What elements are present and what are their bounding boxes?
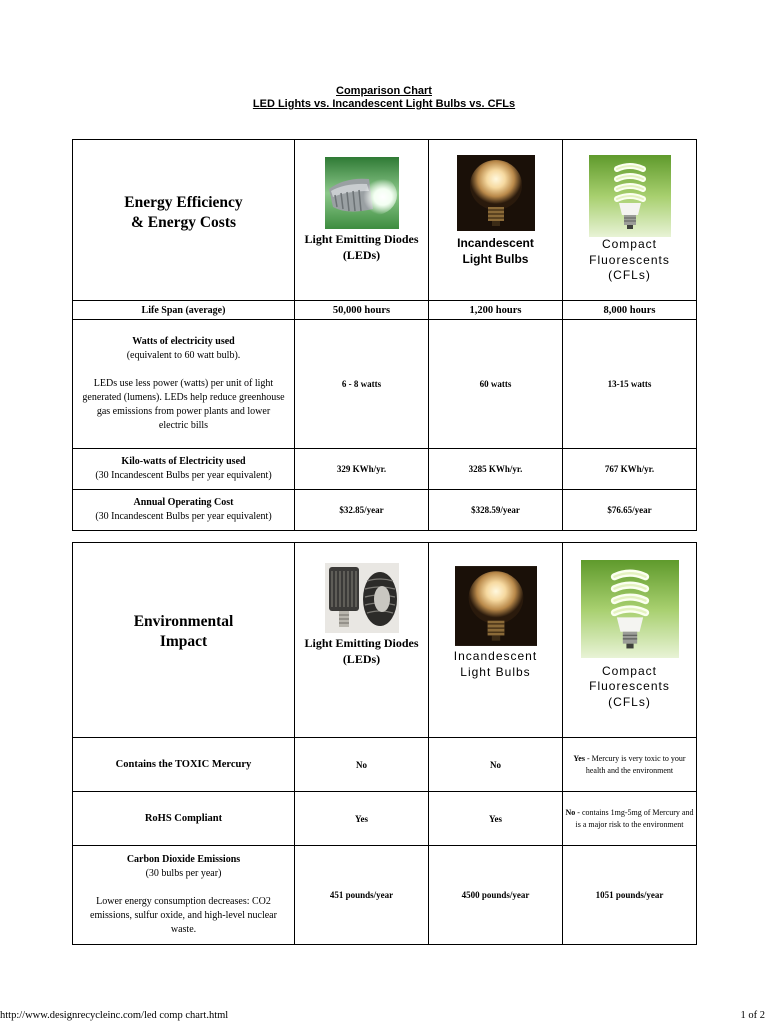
- env-incandescent-product-name: [454, 649, 537, 680]
- cost-row: [73, 490, 697, 531]
- environmental-impact-table: [72, 542, 697, 945]
- env-incandescent-name-line1: Incandescent: [453, 649, 538, 663]
- watts-incandescent: 60 watts: [429, 320, 563, 449]
- led-product-name: [304, 231, 418, 263]
- watts-cfl: 13-15 watts: [563, 320, 697, 449]
- life-span-cfl: 8,000 hours: [563, 301, 697, 320]
- life-span-row: [73, 301, 697, 320]
- incandescent-product-name: [457, 235, 534, 267]
- cfl-name-line2: Fluorescents: [589, 252, 670, 267]
- env-incandescent-product-cell: [429, 543, 563, 738]
- watts-led: 6 - 8 watts: [295, 320, 429, 449]
- co2-label-cell: [73, 846, 295, 945]
- energy-efficiency-table: [72, 139, 697, 531]
- incandescent-name-line1: Incandescent: [457, 236, 534, 250]
- env-cfl-name-line1: Compact: [601, 663, 657, 678]
- energy-title-line2: & Energy Costs: [130, 214, 237, 231]
- cfl-product-name: [589, 237, 670, 284]
- rohs-row: [73, 792, 697, 846]
- life-span-incandescent: 1,200 hours: [429, 301, 563, 320]
- env-section-title: [77, 612, 290, 652]
- env-title-line2: Impact: [159, 633, 208, 650]
- kwh-cfl: 767 KWh/yr.: [563, 449, 697, 490]
- life-span-led: 50,000 hours: [295, 301, 429, 320]
- mercury-cfl-note: - Mercury is very toxic to your health and the environment: [584, 754, 686, 775]
- mercury-incandescent: No: [429, 738, 563, 792]
- mercury-row: [73, 738, 697, 792]
- co2-led: 451 pounds/year: [295, 846, 429, 945]
- mercury-label: Contains the TOXIC Mercury: [73, 738, 295, 792]
- cost-incandescent: $328.59/year: [429, 490, 563, 531]
- kwh-sub: (30 Incandescent Bulbs per year equivalent): [95, 470, 272, 481]
- cfl-name-line3: (CFLs): [608, 268, 651, 283]
- led-fixture-image: [325, 563, 399, 633]
- rohs-led: Yes: [295, 792, 429, 846]
- chart-header: [0, 85, 768, 111]
- cfl-product-cell: [563, 140, 697, 301]
- mercury-led: No: [295, 738, 429, 792]
- rohs-cfl-note: - contains 1mg-5mg of Mercury and is a major risk to the environment: [575, 808, 694, 829]
- product-header-row: [73, 140, 697, 301]
- co2-note: Lower energy consumption decreases: CO2 emissions, sulfur oxide, and high-level nuclear waste.: [90, 896, 277, 935]
- cfl-name-line1: Compact: [601, 237, 657, 252]
- page-indicator: 1 of 2: [740, 1010, 765, 1021]
- env-cfl-product-name: [589, 664, 670, 711]
- watts-note: LEDs use less power (watts) per unit of light generated (lumens). LEDs help reduce greenhouse gas emissions from power plants and lower electric bills: [82, 378, 285, 431]
- co2-cfl: 1051 pounds/year: [563, 846, 697, 945]
- led-name-line1: Light Emitting Diodes: [304, 232, 419, 246]
- kwh-label-cell: [73, 449, 295, 490]
- env-title-line1: Environmental: [133, 613, 234, 630]
- kwh-label: Kilo-watts of Electricity used: [121, 456, 246, 467]
- env-incandescent-name-line2: Light Bulbs: [460, 664, 531, 679]
- co2-incandescent: 4500 pounds/year: [429, 846, 563, 945]
- mercury-cfl-cell: [563, 738, 697, 792]
- co2-row: [73, 846, 697, 945]
- kwh-row: [73, 449, 697, 490]
- cost-cfl: $76.65/year: [563, 490, 697, 531]
- env-led-name-line1: Light Emitting Diodes: [304, 636, 419, 650]
- env-led-product-cell: [295, 543, 429, 738]
- led-name-line2: (LEDs): [342, 248, 381, 262]
- footer-url[interactable]: http://www.designrecycleinc.com/led comp chart.html: [0, 1010, 229, 1021]
- env-product-header-row: [73, 543, 697, 738]
- life-span-label: Life Span (average): [73, 301, 295, 320]
- env-section-title-cell: [73, 543, 295, 738]
- cost-label: Annual Operating Cost: [133, 497, 234, 508]
- watts-label: Watts of electricity used: [132, 336, 235, 347]
- energy-section-title: [77, 193, 290, 233]
- env-cfl-product-cell: [563, 543, 697, 738]
- led-product-cell: [295, 140, 429, 301]
- rohs-label: RoHS Compliant: [73, 792, 295, 846]
- incandescent-product-cell: [429, 140, 563, 301]
- env-cfl-name-line2: Fluorescents: [589, 679, 670, 694]
- led-bulb-image: [325, 157, 399, 229]
- co2-sub: (30 bulbs per year): [145, 868, 222, 879]
- cost-led: $32.85/year: [295, 490, 429, 531]
- env-led-name-line2: (LEDs): [342, 652, 381, 666]
- co2-label: Carbon Dioxide Emissions: [126, 854, 241, 865]
- rohs-cfl-flag: No: [565, 808, 576, 817]
- cost-label-cell: [73, 490, 295, 531]
- incandescent-name-line2: Light Bulbs: [462, 252, 529, 266]
- header-subtitle: LED Lights vs. Incandescent Light Bulbs vs. CFLs: [252, 98, 516, 110]
- env-incandescent-bulb-image: [455, 566, 537, 646]
- mercury-cfl-flag: Yes: [573, 754, 585, 763]
- kwh-led: 329 KWh/yr.: [295, 449, 429, 490]
- cfl-bulb-image: [589, 155, 671, 237]
- kwh-incandescent: 3285 KWh/yr.: [429, 449, 563, 490]
- energy-title-line1: Energy Efficiency: [124, 194, 243, 211]
- rohs-cfl-cell: [563, 792, 697, 846]
- incandescent-bulb-image: [457, 155, 535, 231]
- env-cfl-bulb-image: [581, 560, 679, 658]
- watts-row: [73, 320, 697, 449]
- watts-label-cell: [73, 320, 295, 449]
- env-cfl-name-line3: (CFLs): [608, 694, 651, 709]
- header-title: Comparison Chart: [336, 85, 432, 97]
- rohs-incandescent: Yes: [429, 792, 563, 846]
- section-title-cell: [73, 140, 295, 301]
- watts-sub: (equivalent to 60 watt bulb).: [126, 350, 241, 361]
- env-led-product-name: [304, 635, 418, 667]
- cost-sub: (30 Incandescent Bulbs per year equivalent): [95, 511, 272, 522]
